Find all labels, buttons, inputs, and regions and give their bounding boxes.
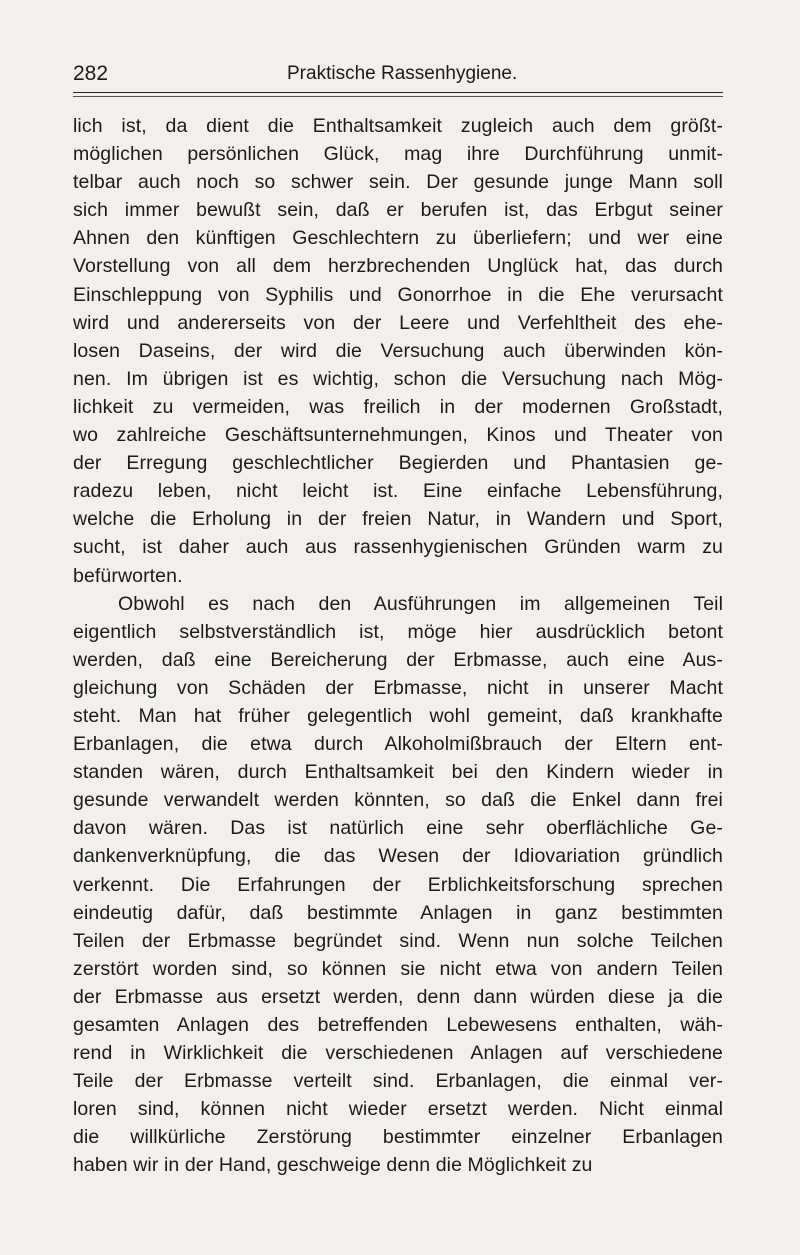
paragraph xyxy=(73,590,723,1180)
text-line: telbar auch noch so schwer sein. Der gesunde junge Mann soll xyxy=(73,171,723,194)
text-line: lich ist, da dient die Enthaltsamkeit zugleich auch dem größt- xyxy=(73,115,723,137)
text-line: der Erbmasse aus ersetzt werden, denn dann würden diese ja die xyxy=(73,985,723,1008)
text-line: verkennt. Die Erfahrungen der Erblichkeitsforschung sprechen xyxy=(73,873,723,896)
text-line: gesamten Anlagen des betreffenden Lebewesens enthalten, wäh- xyxy=(73,1014,723,1036)
text-line: gleichung von Schäden der Erbmasse, nicht in unserer Macht xyxy=(73,676,723,699)
text-line: losen Daseins, der wird die Versuchung auch überwinden kön- xyxy=(73,339,723,362)
text-line: wird und andererseits von der Leere und Verfehltheit des ehe- xyxy=(73,311,723,334)
running-title: Praktische Rassenhygiene. xyxy=(287,63,518,84)
text-line: Erbanlagen, die etwa durch Alkoholmißbrauch der Eltern ent- xyxy=(73,733,723,756)
header-rule-thin xyxy=(73,96,723,97)
page-header xyxy=(73,58,728,90)
text-line: eigentlich selbstverständlich ist, möge hier ausdrücklich betont xyxy=(73,620,723,643)
text-line: Teile der Erbmasse verteilt sind. Erbanlagen, die einmal ver- xyxy=(73,1070,723,1093)
text-line: sucht, ist daher auch aus rassenhygienischen Gründen warm zu xyxy=(73,536,723,559)
text-line: gesunde verwandelt werden könnten, so daß die Enkel dann frei xyxy=(73,789,723,812)
text-line: welche die Erholung in der freien Natur, in Wandern und Sport, xyxy=(73,508,723,531)
text-line: Teilen der Erbmasse begründet sind. Wenn nun solche Teilchen xyxy=(73,929,723,952)
text-line: sich immer bewußt sein, daß er berufen ist, das Erbgut seiner xyxy=(73,199,723,222)
text-line: rend in Wirklichkeit die verschiedenen Anlagen auf verschiedene xyxy=(73,1042,723,1065)
body-text xyxy=(73,112,723,1180)
text-line: Einschleppung von Syphilis und Gonorrhoe in die Ehe verursacht xyxy=(73,283,723,306)
text-line: davon wären. Das ist natürlich eine sehr oberflächliche Ge- xyxy=(73,817,723,840)
text-line: lichkeit zu vermeiden, was freilich in der modernen Großstadt, xyxy=(73,395,723,418)
text-line: der Erregung geschlechtlicher Begierden und Phantasien ge- xyxy=(73,452,723,475)
text-line: die willkürliche Zerstörung bestimmter einzelner Erbanlagen xyxy=(73,1126,723,1149)
text-line: Obwohl es nach den Ausführungen im allgemeinen Teil xyxy=(118,592,723,615)
text-line: haben wir in der Hand, geschweige denn die Möglichkeit zu xyxy=(73,1154,593,1177)
text-line: wo zahlreiche Geschäftsunternehmungen, Kinos und Theater von xyxy=(73,424,723,447)
text-line: werden, daß eine Bereicherung der Erbmasse, auch eine Aus- xyxy=(73,648,723,671)
page-number: 282 xyxy=(73,62,109,85)
text-line: loren sind, können nicht wieder ersetzt werden. Nicht einmal xyxy=(73,1098,723,1121)
paragraph xyxy=(73,112,723,590)
text-line: zerstört worden sind, so können sie nicht etwa von andern Teilen xyxy=(73,957,723,980)
text-line: eindeutig dafür, daß bestimmte Anlagen in ganz bestimmten xyxy=(73,901,723,924)
text-line: dankenverknüpfung, die das Wesen der Idiovariation gründlich xyxy=(73,845,723,868)
text-line: radezu leben, nicht leicht ist. Eine einfache Lebensführung, xyxy=(73,480,723,503)
header-rule xyxy=(73,92,723,93)
text-line: Ahnen den künftigen Geschlechtern zu überliefern; und wer eine xyxy=(73,227,723,250)
text-line: standen wären, durch Enthaltsamkeit bei den Kindern wieder in xyxy=(73,761,723,784)
text-line: Vorstellung von all dem herzbrechenden Unglück hat, das durch xyxy=(73,255,723,278)
text-line: möglichen persönlichen Glück, mag ihre Durchführung unmit- xyxy=(73,143,723,166)
text-line: steht. Man hat früher gelegentlich wohl gemeint, daß krankhafte xyxy=(73,704,723,727)
text-line: befürworten. xyxy=(73,564,183,587)
text-line: nen. Im übrigen ist es wichtig, schon die Versuchung nach Mög- xyxy=(73,367,723,390)
